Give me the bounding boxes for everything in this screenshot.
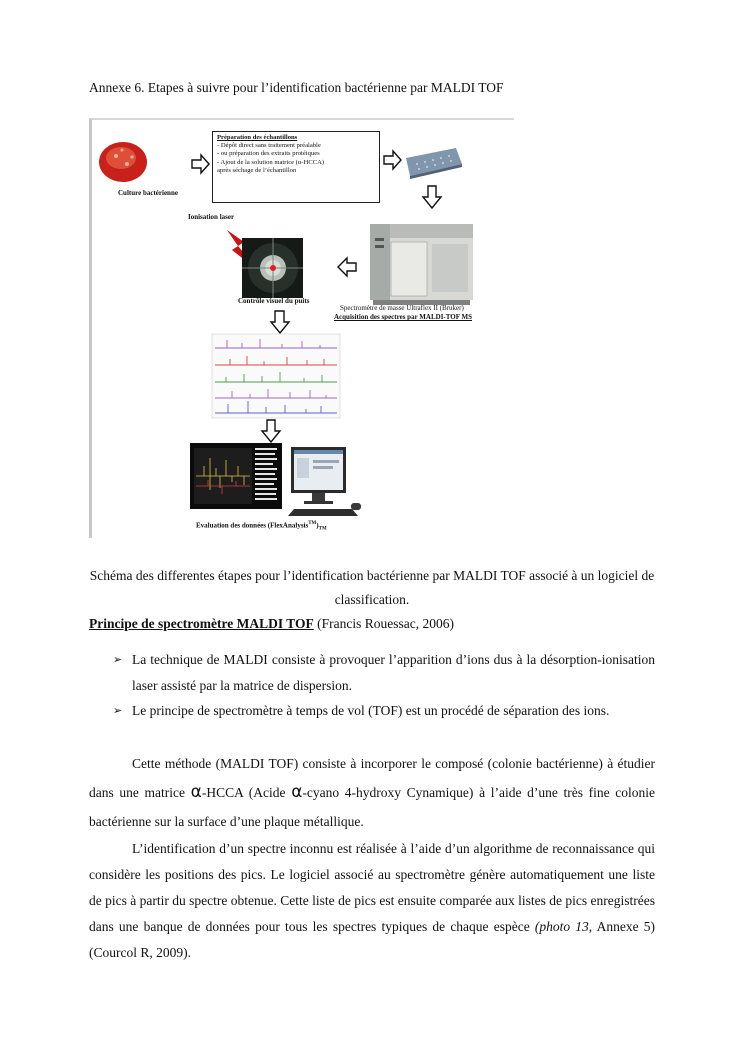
bullet-text: La technique de MALDI consiste à provoquer l’apparition d’ions dus à la désorption-ionisation laser assisté par la matrice de dispersion. [132, 652, 655, 693]
arrow-right-2 [384, 151, 401, 169]
evaluation-text: Evaluation des données (FlexAnalysis [196, 521, 309, 530]
para2-part: L’identification d’un spectre inconnu est réalisée à l’aide d’un algorithme de reconnaissance qui considère les positions des pics. Le logiciel associé au spectromètre génère automatiquement une liste de pics à partir du spectre obtenue. Cette liste de pics est ensuite comparée aux listes de pics enregistrées dans une banque de données pour tous les spectres typiques de chaque espèce [89, 841, 655, 934]
principle-title: Principe de spectromètre MALDI TOF [89, 616, 314, 631]
tm-mark-sub: TM [318, 526, 327, 532]
target-plate-image [406, 148, 462, 179]
photo-reference: (photo 13 [534, 919, 589, 934]
mass-spectrometer-image [370, 224, 473, 305]
tm-mark: TM [308, 521, 317, 526]
bullet-item [113, 647, 655, 699]
preparation-line: après séchage de l’échantillon [217, 166, 297, 174]
culture-label: Culture bactérienne [118, 189, 178, 197]
computer-image [288, 447, 361, 516]
well-image [242, 238, 303, 298]
acquisition-label: Acquisition des spectres par MALDI-TOF MS [334, 313, 472, 321]
arrow-left [338, 258, 356, 276]
petri-dish-image [99, 142, 147, 182]
principle-ref: (Francis Rouessac, 2006) [313, 616, 454, 631]
para1-part: -cyano 4-hydroxy Cynamique) à l’aide d’une très fine colonie bactérienne sur la surface d’une plaque métallique. [89, 785, 655, 829]
preparation-title: Préparation des échantillons [217, 134, 298, 141]
arrow-down-3 [262, 420, 280, 442]
para1-part: Cette méthode (MALDI TOF) consiste à incorporer le composé (colonie bactérienne) à étudier dans une matrice [89, 756, 655, 800]
bullet-item [113, 698, 655, 724]
principle-heading [89, 616, 454, 632]
page-heading: Annexe 6. Etapes à suivre pour l’identification bactérienne par MALDI TOF [89, 80, 504, 95]
bullet-arrow-icon: ➢ [113, 704, 123, 717]
flexanalysis-screen-image [190, 443, 282, 509]
preparation-box [212, 131, 380, 203]
arrow-down-1 [423, 186, 441, 208]
bullet-arrow-icon: ➢ [113, 653, 123, 666]
figure-caption: Schéma des differentes étapes pour l’identification bactérienne par MALDI TOF associé à un logiciel de classification. [89, 568, 655, 607]
bullet-text: Le principe de spectromètre à temps de vol (TOF) est un procédé de séparation des ions. [132, 703, 610, 718]
para2-part: , Annexe 5) (Courcol R, 2009). [89, 919, 656, 960]
arrow-down-2 [271, 311, 289, 333]
spectra-plot-image [212, 334, 340, 418]
figure-maldi-workflow [89, 118, 514, 538]
arrow-right-1 [192, 155, 209, 173]
paragraph-method [89, 749, 655, 836]
alpha-symbol: α [291, 782, 303, 802]
ionisation-label: Ionisation laser [188, 213, 235, 221]
paragraph-identification [89, 836, 655, 966]
para1-part: -HCCA (Acide [201, 785, 292, 800]
preparation-line: - Dépôt direct sans traitement préalable [217, 142, 321, 150]
preparation-line: - Ajout de la solution matrice (α-HCCA) [217, 158, 325, 166]
evaluation-label: Evaluation des données $(FlexAnalysis™)_{TM}$ [196, 521, 327, 532]
controle-label: Contrôle visuel du puits [238, 297, 310, 305]
alpha-symbol: α [190, 782, 202, 802]
spectrometer-label: Spectromètre de masse Ultraflex II (Bruker) [340, 304, 464, 312]
preparation-line: - ou préparation des extraits protéiques [217, 150, 320, 158]
